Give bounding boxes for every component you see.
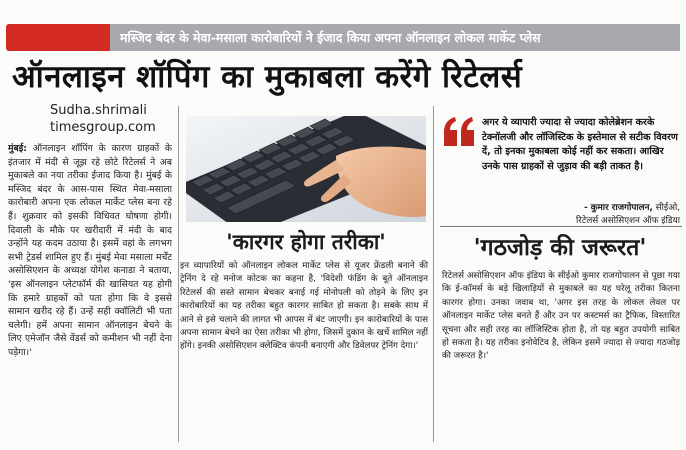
kicker-banner <box>6 24 680 51</box>
left-column-text <box>8 142 172 442</box>
kicker-text: मस्जिद बंदर के मेवा-मसाला कारोबारियों ने ईजाद किया अपना ऑनलाइन लोकल मार्केट प्लेस <box>120 30 541 45</box>
quote-box-rule <box>440 226 682 227</box>
attribution-org: रिटेलर्स असोसिएशन ऑफ इंडिया <box>576 215 680 226</box>
attribution-name: - कुमार राजगोपालन, <box>584 203 653 213</box>
column-divider <box>433 106 434 442</box>
keyboard-photo <box>186 116 426 222</box>
pull-quote: अगर ये व्यापारी ज्यादा से ज्यादा कोलेब्रेशन करके टेक्नॉलजी और लॉजिस्टिक के इस्तेमाल से सटीक विवरण दें, तो इनका मुकाबला कोई नहीं कर सकता। आखिर उनके पास ग्राहकों से जुड़ाव की बड़ी ताकत है। <box>482 117 678 172</box>
byline <box>50 102 156 136</box>
keyboard-illustration <box>186 116 426 222</box>
headline: ऑनलाइन शॉपिंग का मुकाबला करेंगे रिटेलर्स <box>12 59 523 95</box>
column-divider <box>178 106 179 442</box>
right-column-text: रिटेलर्स असोसिएशन ऑफ इंडिया के सीईओ कुमार राजगोपालन से पूछा गया कि ई-कॉमर्स के बड़े खिलाड़ियों से मुकाबले का यह घरेलू तरीका कितना कारगर होगा। उनका जवाब था, 'अगर इस तरह के लोकल लेवल पर ऑनलाइन मार्केट प्लेस बनते हैं और उन पर कस्टमर्स का ट्रैफिक, विस्तारित सूचना और सही तरह का लॉजिस्टिक होता है, तो यह बहुत उपयोगी साबित हो सकता है। यह तरीका इनोवेटिव है, लेकिन इसमें ज्यादा से ज्यादा गठजोड़ की जरूरत है।' <box>442 271 680 362</box>
middle-subhead: 'कारगर होगा तरीका' <box>226 230 386 254</box>
byline-org: timesgroup.com <box>50 120 156 135</box>
quote-mark-icon <box>442 116 478 148</box>
left-column-body: ऑनलाइन शॉपिंग के कारण ग्राहकों के इंतजार में मंदी से जूझ रहे छोटे रिटेलर्स ने अब मुकाबले का नया तरीका ईजाद किया है। मुंबई के मस्जिद बंदर के आस-पास स्थित मेवा-मसाला कारोबारी अपना एक लोकल मार्केट प्लेस बना रहे हैं। शुक्रवार को इसकी विधिवत घोषणा होगी। दिवाली के मौके पर खरीदारी में मंदी के बाद उन्होंने यह कदम उठाया है। इसमें वहां के लगभग सभी ट्रेडर्स शामिल हुए हैं। मुंबई मेवा मसाला मर्चेंट असोसिएशन के अध्यक्ष योगेश कनाडा ने बताया, 'इस ऑनलाइन प्लेटफॉर्म की खासियत यह होगी कि हमारे ग्राहकों को पता होगा कि वे इससे सामान खरीद रहे हैं। उन्हें सही क्वॉलिटी भी पता चलेगी। हमें अपना सामान ऑनलाइन बेचने के लिए एमेजॉन जैसे वेंडर्स को कमीशन भी नहीं देना पड़ेगा।' <box>8 143 172 358</box>
byline-name: Sudha.shrimali <box>50 103 147 118</box>
right-subhead: 'गठजोड़ की जरूरत' <box>473 235 647 261</box>
quote-attribution <box>442 202 680 227</box>
dateline: मुंबई: <box>8 143 27 154</box>
middle-column-text: इन व्यापारियों को ऑनलाइन लोकल मार्केट प्लेस से यूजर फ्रेंडली बनाने की ट्रेनिंग दे रहे मनोज कोटक का कहना है, 'विदेशी फंडिंग के बूते ऑनलाइन रिटेलर्स की सस्ते सामान बेचकर बनाई गई मोनोपली को तोड़ने के लिए इन कारोबारियों का यह तरीका बहुत कारगर साबित हो सकता है। सबके साथ में आने से इसे चलाने की लागत भी आपस में बंट जाएगी। इन कारोबारियों के पास अपना सामान बेचने का ऐसा तरीका भी होगा, जिसमें दुकान के खर्चे शामिल नहीं होंगे। इनकी असोसिएशन क्लेक्टिव कंपनी बनाएगी और डिवेलपर ट्रेनिंग देगा।' <box>180 261 428 352</box>
attribution-role: सीईओ, <box>655 203 680 213</box>
kicker-red-block <box>6 24 110 51</box>
